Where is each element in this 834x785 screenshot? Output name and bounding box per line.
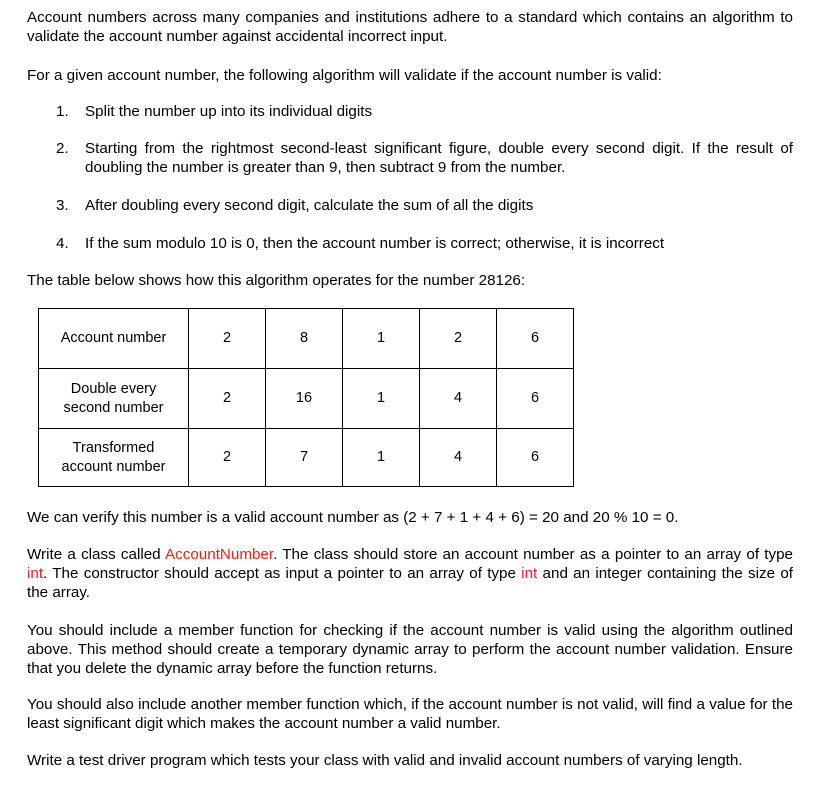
table-cell: 2: [189, 369, 266, 429]
row-header-line: Double every: [70, 380, 157, 397]
class-paragraph: [27, 545, 793, 602]
table-cell: 6: [497, 309, 574, 369]
table-row: [39, 309, 574, 369]
row-header: [39, 429, 189, 487]
algorithm-table: [38, 308, 574, 487]
verify-paragraph: We can verify this number is a valid account number as (2 + 7 + 1 + 4 + 6) = 20 and 20 % 10 = 0.: [27, 509, 679, 526]
type-highlight: int: [521, 565, 538, 582]
table-cell: 8: [266, 309, 343, 369]
row-header: Account number: [39, 309, 189, 369]
intro-paragraph: Account numbers across many companies and institutions adhere to a standard which contains an algorithm to validate the account number against accidental incorrect input.: [27, 9, 793, 45]
class-name-highlight: AccountNumber: [165, 546, 274, 563]
table-cell: 4: [420, 429, 497, 487]
text-span: and an integer containing the size of the array.: [27, 565, 793, 601]
table-intro-paragraph: The table below shows how this algorithm operates for the number 28126:: [27, 272, 526, 289]
list-number: 1.: [56, 103, 69, 120]
type-highlight: int: [27, 565, 44, 582]
table-cell: 1: [343, 309, 420, 369]
given-paragraph: For a given account number, the following algorithm will validate if the account number is valid:: [27, 67, 662, 84]
row-header: [39, 369, 189, 429]
list-item: [56, 102, 793, 121]
text-span: . The class should store an account number as a pointer to an array of type: [273, 546, 793, 563]
list-text: If the sum modulo 10 is 0, then the account number is correct; otherwise, it is incorrect: [85, 235, 665, 252]
row-header-line: second number: [63, 399, 164, 416]
table-cell: 2: [420, 309, 497, 369]
table-cell: 6: [497, 429, 574, 487]
member-find-paragraph: You should also include another member function which, if the account number is not valid, will find a value for the least significant digit which makes the account number a valid number.: [27, 696, 793, 732]
list-item: [56, 234, 793, 253]
list-text: Starting from the rightmost second-least significant figure, double every second digit. If the result of doubling the number is greater than 9, then subtract 9 from the number.: [85, 140, 793, 176]
table-cell: 1: [343, 429, 420, 487]
list-item: [56, 196, 793, 215]
text-span: Write a class called: [27, 546, 166, 563]
table-cell: 2: [189, 429, 266, 487]
list-number: 2.: [56, 140, 69, 157]
table-cell: 4: [420, 369, 497, 429]
list-text: Split the number up into its individual digits: [85, 103, 373, 120]
list-number: 4.: [56, 235, 69, 252]
table-row: [39, 369, 574, 429]
row-header-line: account number: [61, 458, 166, 475]
table-cell: 7: [266, 429, 343, 487]
table-cell: 16: [266, 369, 343, 429]
table-cell: 2: [189, 309, 266, 369]
table-row: [39, 429, 574, 487]
member-check-paragraph: You should include a member function for checking if the account number is valid using the algorithm outlined above. This method should create a temporary dynamic array to perform the account number validation. Ensure that you delete the dynamic array before the function returns.: [27, 622, 793, 677]
list-number: 3.: [56, 197, 69, 214]
driver-paragraph: Write a test driver program which tests your class with valid and invalid account numbers of varying length.: [27, 752, 743, 769]
list-item: [56, 139, 793, 177]
text-span: . The constructor should accept as input a pointer to an array of type: [43, 565, 522, 582]
table-cell: 6: [497, 369, 574, 429]
list-text: After doubling every second digit, calculate the sum of all the digits: [85, 197, 534, 214]
row-header-line: Transformed: [72, 439, 155, 456]
table-cell: 1: [343, 369, 420, 429]
